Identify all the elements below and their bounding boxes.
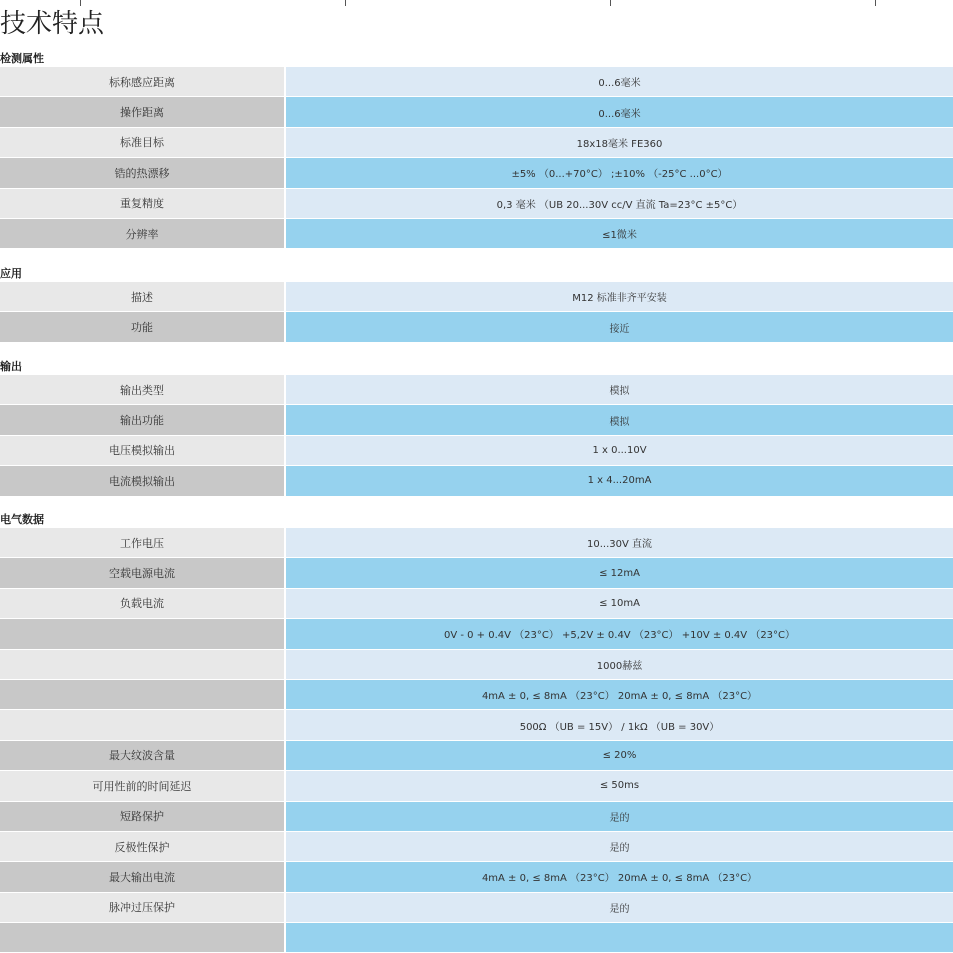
- table-row: [0, 832, 953, 862]
- table-row: [0, 67, 953, 97]
- row-label: 反极性保护: [0, 832, 286, 861]
- table-row: [0, 436, 953, 466]
- table-row: [0, 589, 953, 619]
- table-row: [0, 802, 953, 832]
- row-label: 输出功能: [0, 405, 286, 434]
- row-value: 0,3 毫米 （UB 20...30V cc/V 直流 Ta=23°C ±5°C）: [286, 189, 953, 218]
- spec-table: [0, 528, 953, 953]
- row-label: 描述: [0, 282, 286, 311]
- row-label: 分辨率: [0, 219, 286, 248]
- table-row: [0, 619, 953, 649]
- section-title: 输出: [0, 360, 22, 373]
- spec-table: [0, 282, 953, 343]
- row-value: ≤ 12mA: [286, 558, 953, 587]
- section-detection-properties: [0, 52, 953, 249]
- table-row: [0, 158, 953, 188]
- row-value: ≤ 10mA: [286, 589, 953, 618]
- section-title: 电气数据: [0, 513, 44, 526]
- table-row: [0, 528, 953, 558]
- section-application: [0, 267, 953, 343]
- row-value: 1000赫兹: [286, 650, 953, 679]
- row-value: 0...6毫米: [286, 67, 953, 96]
- table-row: [0, 741, 953, 771]
- row-label: 负载电流: [0, 589, 286, 618]
- row-label: 操作距离: [0, 97, 286, 126]
- table-row: [0, 219, 953, 249]
- table-row: [0, 771, 953, 801]
- table-row: [0, 189, 953, 219]
- page-title: 技术特点: [0, 9, 105, 39]
- table-row: [0, 282, 953, 312]
- row-label: [0, 710, 286, 739]
- row-label: 标准目标: [0, 128, 286, 157]
- spec-table: [0, 375, 953, 497]
- row-value: 是的: [286, 802, 953, 831]
- row-label: 短路保护: [0, 802, 286, 831]
- row-label: 电压模拟输出: [0, 436, 286, 465]
- table-row: [0, 466, 953, 496]
- row-label: [0, 923, 286, 952]
- row-value: 1 x 0...10V: [286, 436, 953, 465]
- row-label: 脉冲过压保护: [0, 893, 286, 922]
- row-label: 功能: [0, 312, 286, 341]
- row-label: 工作电压: [0, 528, 286, 557]
- table-row: [0, 558, 953, 588]
- table-row: [0, 312, 953, 342]
- table-row: [0, 680, 953, 710]
- row-label: [0, 680, 286, 709]
- table-row: [0, 97, 953, 127]
- row-label: 锆的热漂移: [0, 158, 286, 187]
- table-row: [0, 405, 953, 435]
- row-value: ≤1微米: [286, 219, 953, 248]
- row-label: 最大输出电流: [0, 862, 286, 891]
- top-tick-3: [610, 0, 611, 6]
- row-value: 0...6毫米: [286, 97, 953, 126]
- row-value: 0V - 0 + 0.4V （23°C） +5,2V ± 0.4V （23°C） +10V ± 0.4V （23°C）: [286, 619, 953, 648]
- top-tick-4: [875, 0, 876, 6]
- row-label: 输出类型: [0, 375, 286, 404]
- row-value: M12 标准非齐平安装: [286, 282, 953, 311]
- row-value: 是的: [286, 893, 953, 922]
- row-value: ±5% （0...+70°C） ;±10% （-25°C ...0°C）: [286, 158, 953, 187]
- table-row: [0, 923, 953, 953]
- row-value: 1 x 4...20mA: [286, 466, 953, 495]
- row-label: 电流模拟输出: [0, 466, 286, 495]
- row-label: 重复精度: [0, 189, 286, 218]
- table-row: [0, 862, 953, 892]
- table-row: [0, 710, 953, 740]
- row-label: [0, 650, 286, 679]
- table-row: [0, 650, 953, 680]
- table-row: [0, 893, 953, 923]
- row-value: 接近: [286, 312, 953, 341]
- row-value: 是的: [286, 832, 953, 861]
- row-value: 4mA ± 0, ≤ 8mA （23°C） 20mA ± 0, ≤ 8mA （23°C）: [286, 680, 953, 709]
- row-value: 模拟: [286, 405, 953, 434]
- row-value: 500Ω （UB = 15V） / 1kΩ （UB = 30V）: [286, 710, 953, 739]
- section-electrical-data: [0, 513, 953, 953]
- row-label: 空载电源电流: [0, 558, 286, 587]
- row-value: ≤ 20%: [286, 741, 953, 770]
- row-value: 模拟: [286, 375, 953, 404]
- row-label: 标称感应距离: [0, 67, 286, 96]
- row-label: 可用性前的时间延迟: [0, 771, 286, 800]
- row-value: [286, 923, 953, 952]
- row-value: 18x18毫米 FE360: [286, 128, 953, 157]
- section-output: [0, 360, 953, 497]
- row-value: ≤ 50ms: [286, 771, 953, 800]
- table-row: [0, 375, 953, 405]
- section-title: 应用: [0, 267, 22, 280]
- row-value: 4mA ± 0, ≤ 8mA （23°C） 20mA ± 0, ≤ 8mA （23°C）: [286, 862, 953, 891]
- row-label: [0, 619, 286, 648]
- row-value: 10...30V 直流: [286, 528, 953, 557]
- top-tick-1: [80, 0, 81, 6]
- table-row: [0, 128, 953, 158]
- row-label: 最大纹波含量: [0, 741, 286, 770]
- section-title: 检测属性: [0, 52, 44, 65]
- spec-table: [0, 67, 953, 249]
- top-tick-2: [345, 0, 346, 6]
